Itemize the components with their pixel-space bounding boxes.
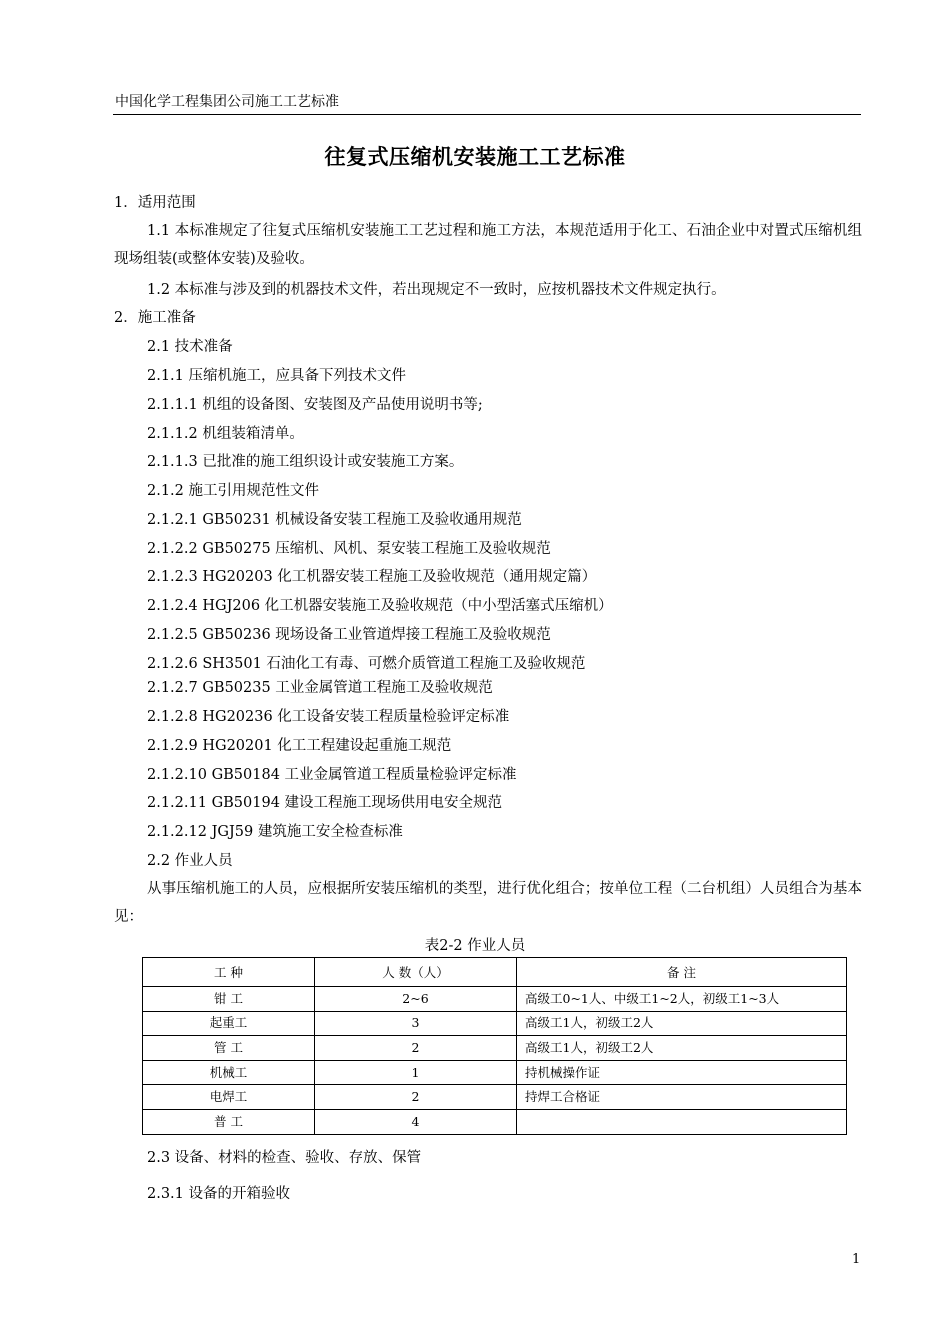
personnel-table (142, 957, 847, 1135)
section-2-1-2-heading: 2.1.2 施工引用规范性文件 (147, 483, 320, 499)
table-cell: 管 工 (143, 1036, 315, 1061)
table-header-cell: 工 种 (143, 958, 315, 987)
section-2-1-1-heading: 2.1.1 压缩机施工，应具备下列技术文件 (147, 368, 407, 384)
document-title: 往复式压缩机安装施工工艺标准 (324, 145, 626, 169)
table-row (143, 1085, 847, 1110)
table-cell: 起重工 (143, 1011, 315, 1036)
table-cell: 电焊工 (143, 1085, 315, 1110)
header-text: 中国化学工程集团公司施工工艺标准 (115, 94, 339, 110)
ref-item: 2.1.2.10 GB50184 工业金属管道工程质量检验评定标准 (147, 767, 517, 783)
table-cell: 高级工0~1人、中级工1~2人，初级工1~3人 (517, 987, 847, 1012)
table-row (143, 1011, 847, 1036)
table-cell: 2 (315, 1085, 517, 1110)
paragraph-2-2: 从事压缩机施工的人员，应根据所安装压缩机的类型，进行优化组合；按单位工程（二台机组）人员组合为基本见： (114, 881, 862, 925)
ref-item: 2.1.2.1 GB50231 机械设备安装工程施工及验收通用规范 (147, 512, 522, 528)
section-1-heading: 1．适用范围 (114, 195, 196, 211)
ref-item: 2.1.2.8 HG20236 化工设备安装工程质量检验评定标准 (147, 709, 510, 725)
table-cell: 3 (315, 1011, 517, 1036)
table-row (143, 1036, 847, 1061)
item-2-1-1-1: 2.1.1.1 机组的设备图、安装图及产品使用说明书等; (147, 397, 483, 413)
table-header-cell: 人 数（人） (315, 958, 517, 987)
section-2-3-1-heading: 2.3.1 设备的开箱验收 (147, 1186, 291, 1202)
section-2-3-heading: 2.3 设备、材料的检查、验收、存放、保管 (147, 1150, 422, 1166)
table-cell: 持机械操作证 (517, 1060, 847, 1085)
table-cell: 机械工 (143, 1060, 315, 1085)
ref-item: 2.1.2.3 HG20203 化工机器安装工程施工及验收规范（通用规定篇） (147, 569, 597, 585)
item-2-1-1-2: 2.1.1.2 机组装箱清单。 (147, 426, 304, 442)
page-number: 1 (852, 1252, 861, 1267)
ref-item: 2.1.2.12 JGJ59 建筑施工安全检查标准 (147, 824, 403, 840)
ref-item: 2.1.2.2 GB50275 压缩机、风机、泵安装工程施工及验收规范 (147, 541, 551, 557)
ref-item: 2.1.2.11 GB50194 建设工程施工现场供用电安全规范 (147, 795, 503, 811)
table-header-row (143, 958, 847, 987)
paragraph-1-1: 1.1 本标准规定了往复式压缩机安装施工工艺过程和施工方法，本规范适用于化工、石油企业中对置式压缩机组现场组装(或整体安装)及验收。 (114, 223, 862, 267)
table-cell: 2 (315, 1036, 517, 1061)
table-cell: 1 (315, 1060, 517, 1085)
ref-item: 2.1.2.4 HGJ206 化工机器安装施工及验收规范（中小型活塞式压缩机） (147, 598, 613, 614)
table-row (143, 1060, 847, 1085)
ref-item: 2.1.2.5 GB50236 现场设备工业管道焊接工程施工及验收规范 (147, 627, 551, 643)
table-cell: 持焊工合格证 (517, 1085, 847, 1110)
table-row (143, 987, 847, 1012)
table-cell: 高级工1人，初级工2人 (517, 1011, 847, 1036)
ref-item: 2.1.2.9 HG20201 化工工程建设起重施工规范 (147, 738, 452, 754)
table-cell (517, 1109, 847, 1134)
table-cell: 钳 工 (143, 987, 315, 1012)
section-2-heading: 2．施工准备 (114, 310, 196, 326)
ref-item: 2.1.2.7 GB50235 工业金属管道工程施工及验收规范 (147, 680, 493, 696)
section-2-2-heading: 2.2 作业人员 (147, 853, 233, 869)
table-cell: 高级工1人，初级工2人 (517, 1036, 847, 1061)
table-caption: 表2-2 作业人员 (424, 938, 526, 954)
item-2-1-1-3: 2.1.1.3 已批准的施工组织设计或安装施工方案。 (147, 454, 464, 470)
table-cell: 2~6 (315, 987, 517, 1012)
section-2-1-heading: 2.1 技术准备 (147, 339, 233, 355)
page-header (113, 92, 861, 115)
table-header-cell: 备 注 (517, 958, 847, 987)
ref-item: 2.1.2.6 SH3501 石油化工有毒、可燃介质管道工程施工及验收规范 (147, 656, 586, 672)
table-cell: 4 (315, 1109, 517, 1134)
table-row (143, 1109, 847, 1134)
paragraph-1-2: 1.2 本标准与涉及到的机器技术文件，若出现规定不一致时，应按机器技术文件规定执行。 (147, 282, 726, 298)
table-cell: 普 工 (143, 1109, 315, 1134)
